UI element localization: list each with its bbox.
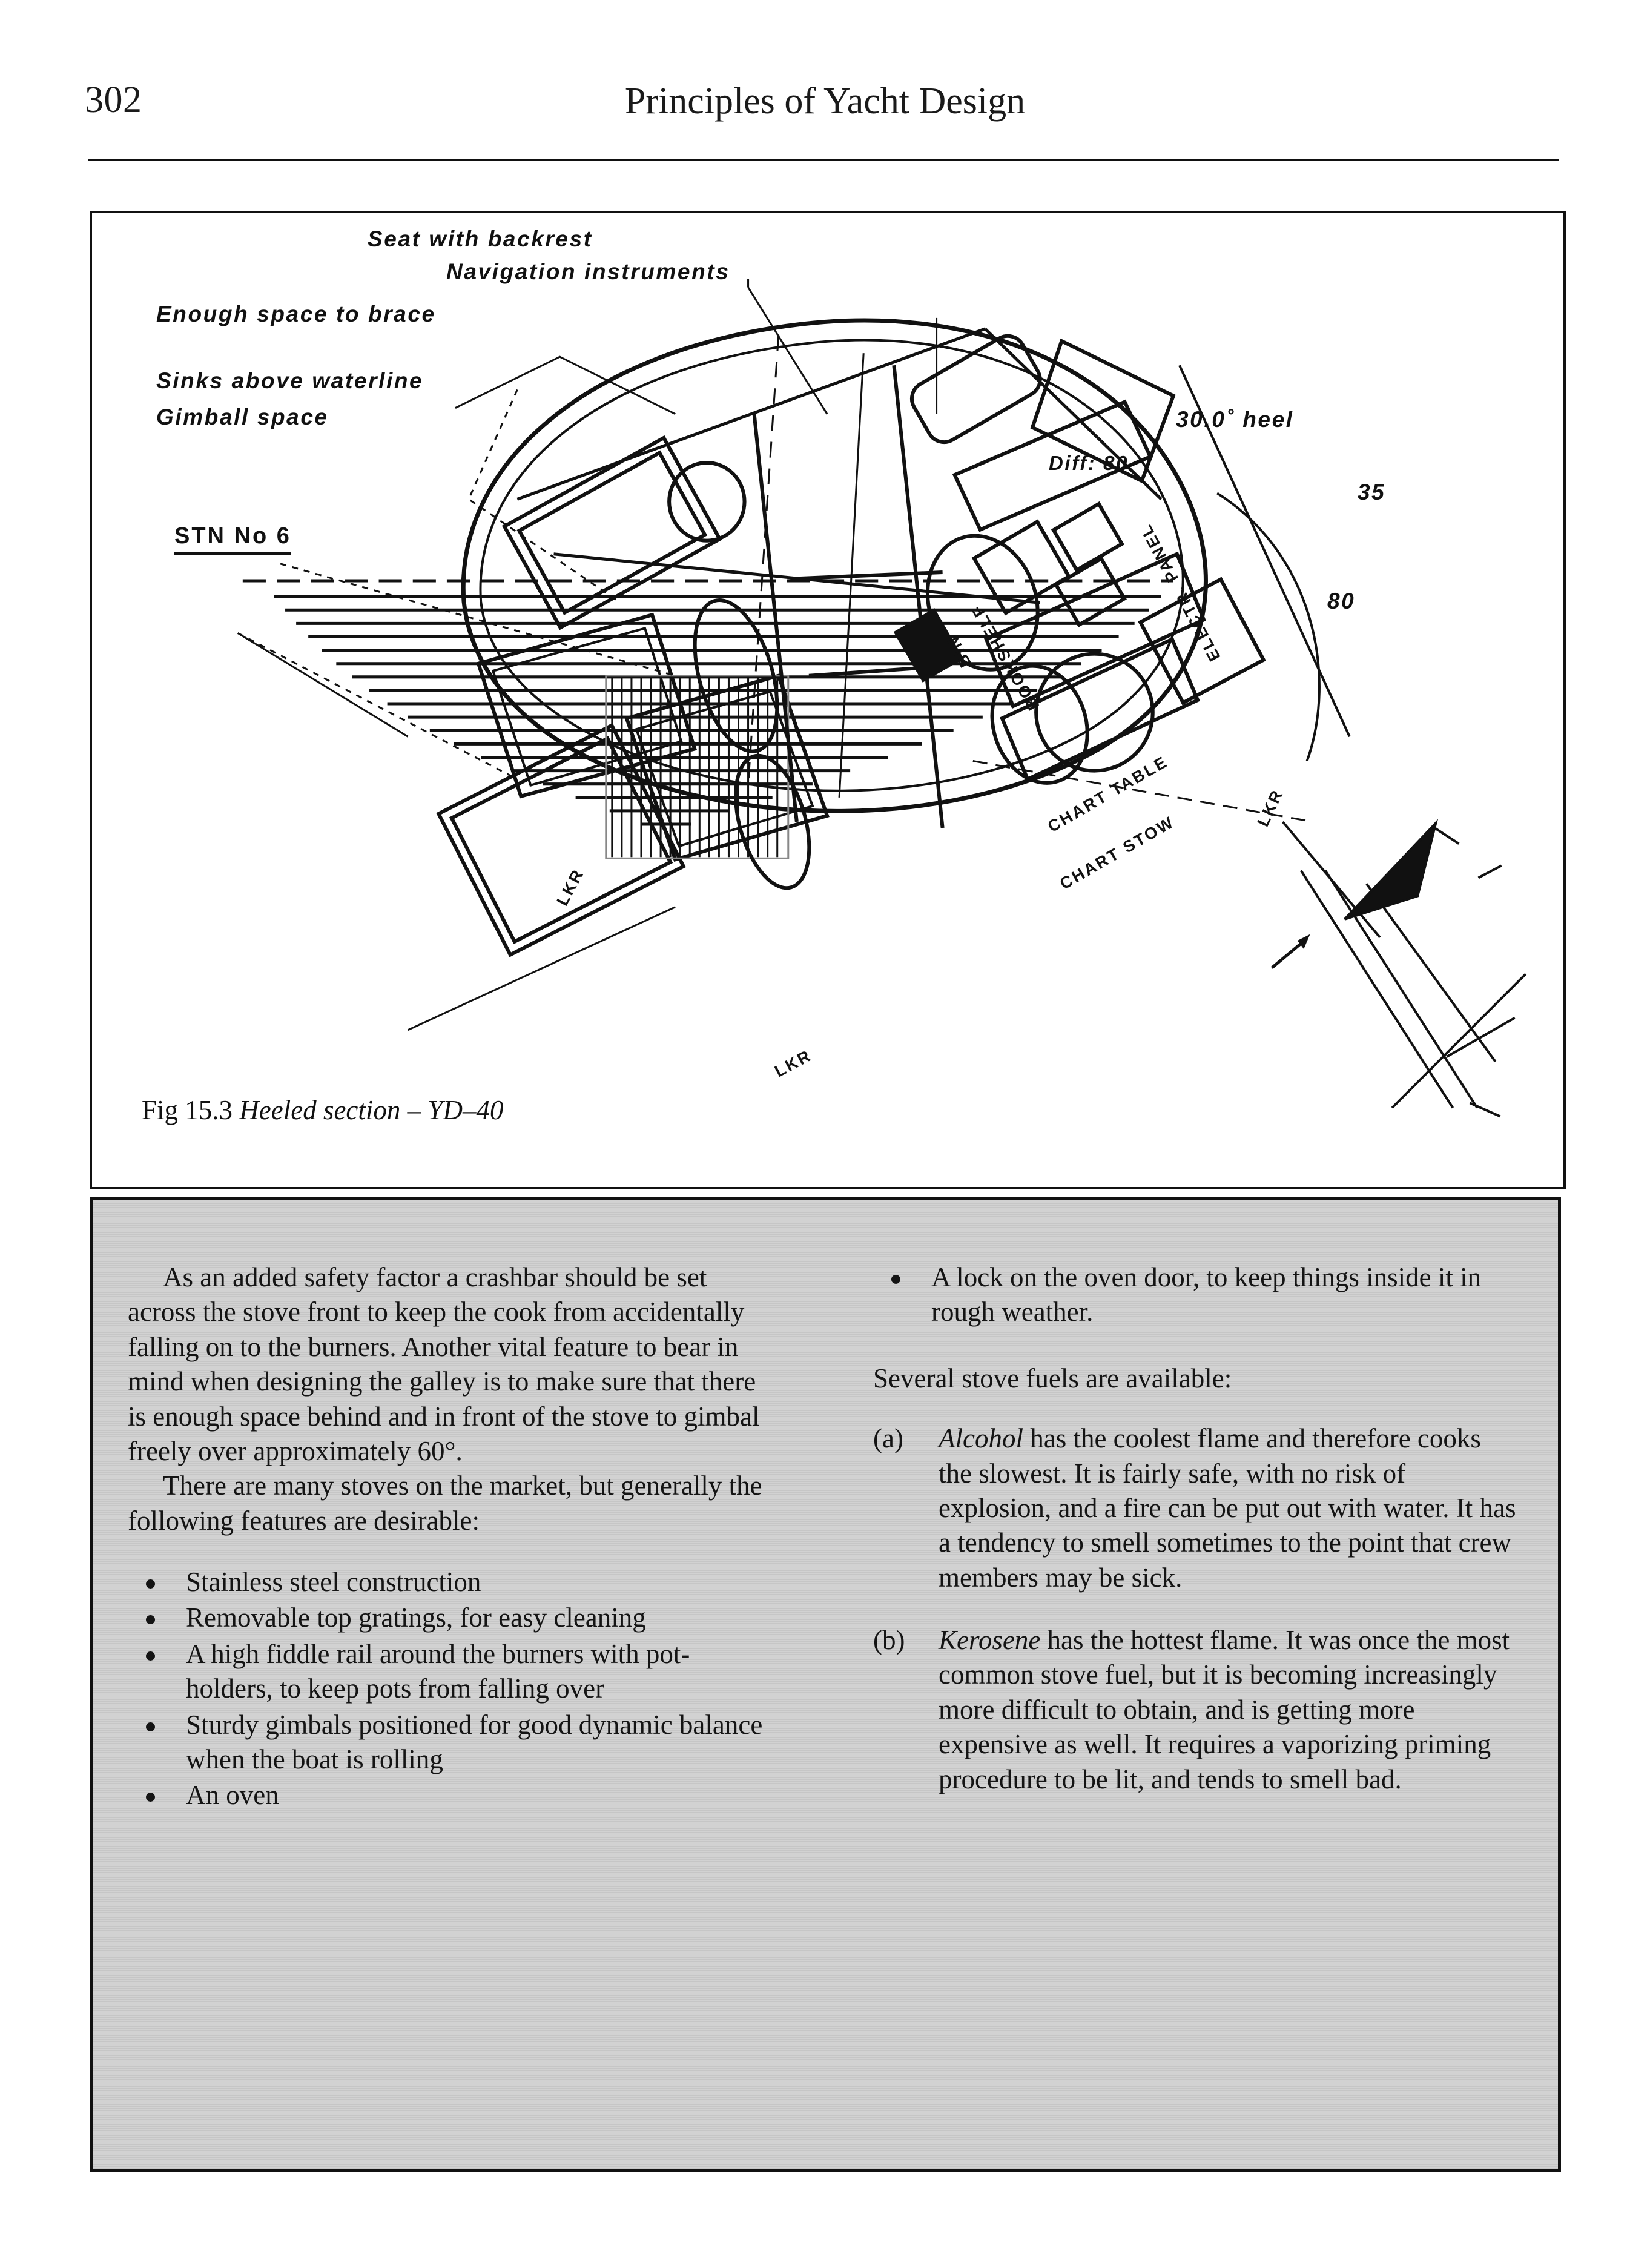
stove-feature-list (128, 1565, 775, 1813)
list-item (873, 1421, 1520, 1595)
fuel-description: has the coolest flame and therefore cooks the slowest. It is fairly safe, with no risk of explosion, and a fire can be put out with water. It has a tendency to smell sometimes to the point that crew members may be sick. (939, 1423, 1516, 1593)
bullet-dot-icon (146, 1722, 155, 1731)
list-item-label: Stainless steel construction (186, 1567, 481, 1597)
figure-label-diff: Diff: 80 (1049, 452, 1129, 474)
oven-lock-list (873, 1260, 1520, 1330)
list-item (128, 1778, 775, 1813)
figure-label-navigation: Navigation instruments (446, 259, 730, 284)
figure-caption-title: Heeled section – YD–40 (239, 1095, 504, 1125)
paragraph-crashbar: As an added safety factor a crashbar should be set across the stove front to keep the cook from accidentally falling on to the burners. Another vital feature to bear in mind when designing the galley is to make sure that there is enough space behind and in front of the stove to gimbal freely over approximately 60°. (128, 1262, 760, 1466)
list-item (128, 1601, 775, 1635)
label-lkr-right: LKR (1253, 785, 1287, 830)
fuel-term: Kerosene (939, 1625, 1041, 1655)
header-divider-rule (88, 159, 1559, 161)
paragraph-stoves-market: There are many stoves on the market, but generally the following features are desirable: (128, 1470, 762, 1536)
fuel-description: has the hottest flame. It was once the most common stove fuel, but it is becoming increasingly more difficult to obtain, and is getting more expensive as well. It requires a vaporizing priming procedure to be lit, and tends to smell bad. (939, 1625, 1510, 1794)
figure-label-angle-35: 35 (1358, 480, 1386, 504)
shaded-text-panel (90, 1197, 1561, 2172)
label-chart-table: CHART TABLE (1044, 752, 1171, 836)
list-item (128, 1565, 775, 1599)
bullet-dot-icon (146, 1615, 155, 1624)
label-lkr-lower: LKR (771, 1045, 815, 1081)
list-item-label: A high fiddle rail around the burners with pot-holders, to keep pots from falling over (186, 1638, 690, 1704)
list-item (128, 1708, 775, 1777)
right-text-column (862, 1213, 1545, 2155)
figure-label-gimball: Gimball space (156, 405, 329, 429)
stove-fuel-list (873, 1421, 1520, 1797)
bullet-dot-icon (146, 1793, 155, 1802)
page-number: 302 (85, 79, 142, 121)
list-item-label: An oven (186, 1780, 279, 1811)
label-lkr-upper-left: LKR (552, 865, 588, 909)
list-marker: (a) (873, 1423, 903, 1454)
list-marker: (b) (873, 1625, 905, 1655)
hull-outline (463, 320, 1206, 811)
figure-caption (142, 1094, 503, 1126)
running-head (0, 79, 1650, 133)
list-item-label: Sturdy gimbals positioned for good dynamic balance when the boat is rolling (186, 1709, 763, 1774)
book-title: Principles of Yacht Design (624, 81, 1026, 122)
list-item (128, 1637, 775, 1707)
figure-label-angle-80: 80 (1327, 589, 1356, 613)
list-item-label: A lock on the oven door, to keep things inside it in rough weather. (931, 1262, 1482, 1327)
label-bin: BIN (942, 632, 975, 671)
figure-label-station: STN No 6 (174, 523, 291, 555)
left-text-column (106, 1213, 790, 2155)
figure-label-sinks: Sinks above waterline (156, 368, 424, 393)
heel-angle-geometry (973, 365, 1526, 1116)
figure-label-heel: 30.0˚ heel (1176, 407, 1294, 432)
list-item-label: Removable top gratings, for easy cleaning (186, 1602, 646, 1633)
list-item (873, 1623, 1520, 1797)
fuel-term: Alcohol (939, 1423, 1023, 1454)
bullet-dot-icon (891, 1275, 900, 1284)
figure-panel (90, 211, 1566, 1189)
label-bookshelf: BOOKSHELF (966, 601, 1043, 714)
paragraph-fuels-intro: Several stove fuels are available: (873, 1363, 1232, 1394)
diff-arrow (1272, 937, 1307, 968)
list-item (873, 1260, 1520, 1330)
figure-caption-number: Fig 15.3 (142, 1095, 240, 1125)
figure-label-brace: Enough space to brace (156, 302, 436, 326)
label-chart-stow: CHART STOW (1056, 812, 1178, 893)
label-electr-panel: ELECTR. PANEL (1135, 520, 1224, 665)
bullet-dot-icon (146, 1651, 155, 1661)
bullet-dot-icon (146, 1579, 155, 1589)
heeled-section-drawing (92, 213, 1563, 1187)
figure-label-seat: Seat with backrest (368, 226, 593, 251)
